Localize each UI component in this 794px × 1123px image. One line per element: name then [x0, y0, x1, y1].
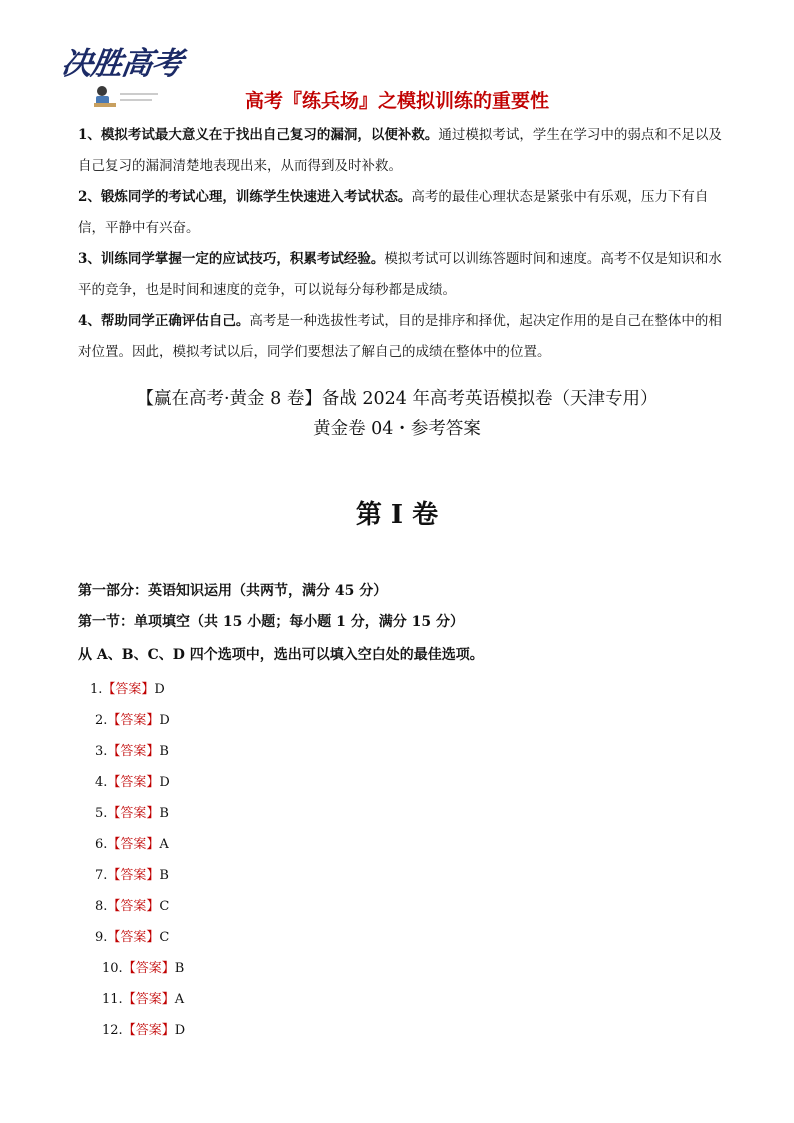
part-heading: 第一部分：英语知识运用（共两节，满分 45 分） [78, 583, 388, 599]
intro-bold: 4、帮助同学正确评估自己。 [78, 313, 250, 329]
answer-tag: 【答案】 [122, 1023, 175, 1038]
intro-rest: 高考是一种选拔性考试，目的是排序和择优，起决定作用的是自己在整体中的相对位置。因此，模拟考试以后，同学们要想法了解自己的成绩在整体中的位置。 [78, 313, 722, 360]
answer-tag: 【答案】 [107, 744, 160, 759]
answer-number: 3. [95, 744, 108, 759]
answer-item [95, 864, 169, 883]
answer-number: 6. [95, 837, 108, 852]
answer-item [95, 895, 169, 914]
answer-value: B [159, 744, 169, 759]
intro-bold: 2、锻炼同学的考试心理，训练学生快速进入考试状态。 [78, 189, 412, 205]
intro-paragraph [78, 306, 728, 368]
answer-tag: 【答案】 [107, 899, 160, 914]
intro-bold: 3、训练同学掌握一定的应试技巧，积累考试经验。 [78, 251, 385, 267]
answer-value: A [174, 992, 185, 1007]
answer-tag: 【答案】 [122, 992, 175, 1007]
intro-paragraph [78, 182, 728, 244]
answer-item [95, 802, 169, 821]
volume-title: 第 I 卷 [355, 500, 439, 530]
intro-paragraph [78, 120, 728, 182]
answer-tag: 【答案】 [102, 682, 155, 697]
answer-item [95, 709, 170, 728]
banner-title: 高考『练兵场』之模拟训练的重要性 [244, 90, 549, 112]
answer-item [95, 926, 169, 945]
answer-number: 10. [102, 961, 123, 976]
answer-item [95, 771, 170, 790]
intro-rest: 通过模拟考试，学生在学习中的弱点和不足以及自己复习的漏洞清楚地表现出来，从而得到及时补救。 [78, 127, 722, 174]
document-title [0, 384, 794, 444]
answer-number: 5. [95, 806, 108, 821]
answer-number: 9. [95, 930, 108, 945]
answer-tag: 【答案】 [107, 775, 160, 790]
answer-item [95, 833, 169, 852]
intro-bold: 1、模拟考试最大意义在于找出自己复习的漏洞，以便补救。 [78, 127, 439, 143]
answer-value: D [174, 1023, 186, 1038]
answer-value: A [159, 837, 169, 852]
answer-value: C [159, 930, 170, 945]
intro-paragraph [78, 244, 728, 306]
answer-tag: 【答案】 [122, 961, 175, 976]
answer-value: B [159, 868, 169, 883]
answer-value: D [159, 775, 170, 790]
answer-number: 12. [102, 1023, 123, 1038]
answer-value: B [174, 961, 185, 976]
answer-value: C [159, 899, 170, 914]
intro-rest: 模拟考试可以训练答题时间和速度。高考不仅是知识和水平的竞争，也是时间和速度的竞争，可以说每分每秒都是成绩。 [78, 251, 722, 298]
answer-tag: 【答案】 [107, 837, 160, 852]
answer-item [102, 1019, 185, 1038]
answer-value: D [154, 682, 165, 697]
logo-text: 决胜高考 [58, 46, 185, 82]
document-title-line1: 【赢在高考·黄金 8 卷】备战 2024 年高考英语模拟卷（天津专用） [136, 389, 658, 409]
answer-value: D [159, 713, 170, 728]
answer-tag: 【答案】 [107, 930, 160, 945]
answer-item [90, 678, 165, 697]
document-title-line2: 黄金卷 04・参考答案 [313, 419, 481, 439]
answer-number: 7. [95, 868, 108, 883]
answer-value: B [159, 806, 169, 821]
answer-tag: 【答案】 [107, 868, 160, 883]
answer-number: 2. [95, 713, 108, 728]
answer-number: 8. [95, 899, 108, 914]
section-heading: 第一节：单项填空（共 15 小题；每小题 1 分，满分 15 分） [78, 614, 464, 630]
answer-item [102, 988, 184, 1007]
answer-number: 4. [95, 775, 108, 790]
answer-item [102, 957, 184, 976]
answer-tag: 【答案】 [107, 806, 160, 821]
answer-item [95, 740, 169, 759]
intro-text [78, 120, 728, 368]
answer-tag: 【答案】 [107, 713, 160, 728]
answer-number: 11. [102, 992, 123, 1007]
answer-number: 1. [90, 682, 103, 697]
instruction-text: 从 A、B、C、D 四个选项中，选出可以填入空白处的最佳选项。 [78, 647, 484, 663]
intro-rest: 高考的最佳心理状态是紧张中有乐观，压力下有自信，平静中有兴奋。 [78, 189, 709, 236]
